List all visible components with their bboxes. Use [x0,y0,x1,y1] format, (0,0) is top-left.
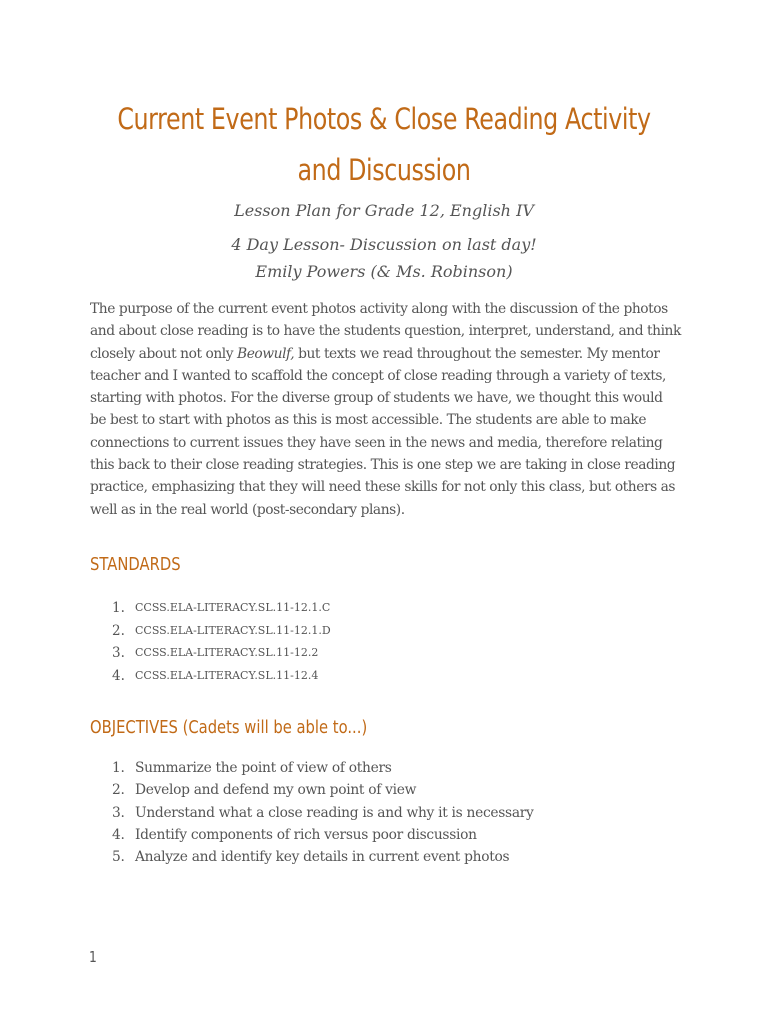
list-item-text: CCSS.ELA-LITERACY.SL.11-12.4 [135,668,319,682]
lesson-plan-subtitle: Lesson Plan for Grade 12, English IV [234,201,534,220]
intro-text-start: The purpose of the current event photos activity along with the discussion of the photos and about close reading is to have the students question, interpret, understand, and think closely about not only [90,301,681,362]
standards-list-item [90,597,331,620]
standards-list-item [90,665,331,688]
standards-heading: STANDARDS [90,554,181,575]
page-number: 1 [89,948,97,966]
list-item-text: CCSS.ELA-LITERACY.SL.11-12.1.C [135,601,331,614]
list-item-text: Analyze and identify key details in current event photos [135,849,510,866]
list-item-number: 5. [112,849,125,866]
objectives-list-item [90,846,534,868]
objectives-heading: OBJECTIVES (Cadets will be able to...) [90,717,368,738]
list-item-number: 4. [112,667,125,684]
list-item-number: 2. [112,622,125,639]
list-item-number: 4. [112,826,125,843]
list-item-text: Understand what a close reading is and why it is necessary [135,804,534,821]
document-title-line-2: and Discussion [297,153,471,187]
objectives-list-item [90,757,534,779]
standards-list-item [90,620,331,643]
standards-list-item [90,642,331,665]
list-item-number: 3. [112,645,125,661]
list-item-number: 2. [112,782,125,799]
lesson-duration-subtitle: 4 Day Lesson- Discussion on last day! [231,235,537,254]
list-item-text: Identify components of rich versus poor discussion [135,826,477,843]
intro-paragraph [90,298,682,521]
intro-italic-title: Beowulf, [237,345,295,362]
objectives-list-item [90,802,534,824]
list-item-text: CCSS.ELA-LITERACY.SL.11-12.2 [135,646,319,659]
list-item-number: 3. [112,804,125,821]
author-subtitle: Emily Powers (& Ms. Robinson) [255,262,513,281]
list-item-number: 1. [112,760,125,776]
list-item-text: Develop and defend my own point of view [135,782,417,799]
objectives-list-item [90,824,534,846]
document-title-line-1: Current Event Photos & Close Reading Activity [117,102,651,136]
list-item-text: CCSS.ELA-LITERACY.SL.11-12.1.D [135,623,331,637]
standards-list [90,597,331,687]
intro-text-end: but texts we read throughout the semester. My mentor teacher and I wanted to scaffold the concept of close reading through a variety of texts, starting with photos. For the diverse group of students we have, we thought this would be best to start with photos as this is most accessible. The students are able to make connections to current issues they have seen in the news and media, therefore relating this back to their close reading strategies. This is one step we are taking in close reading practice, emphasizing that they will need these skills for not only this class, but others as well as in the real world (post-secondary plans). [90,345,676,518]
list-item-number: 1. [112,600,125,616]
list-item-text: Summarize the point of view of others [135,760,392,776]
objectives-list-item [90,779,534,801]
objectives-list [90,757,534,868]
